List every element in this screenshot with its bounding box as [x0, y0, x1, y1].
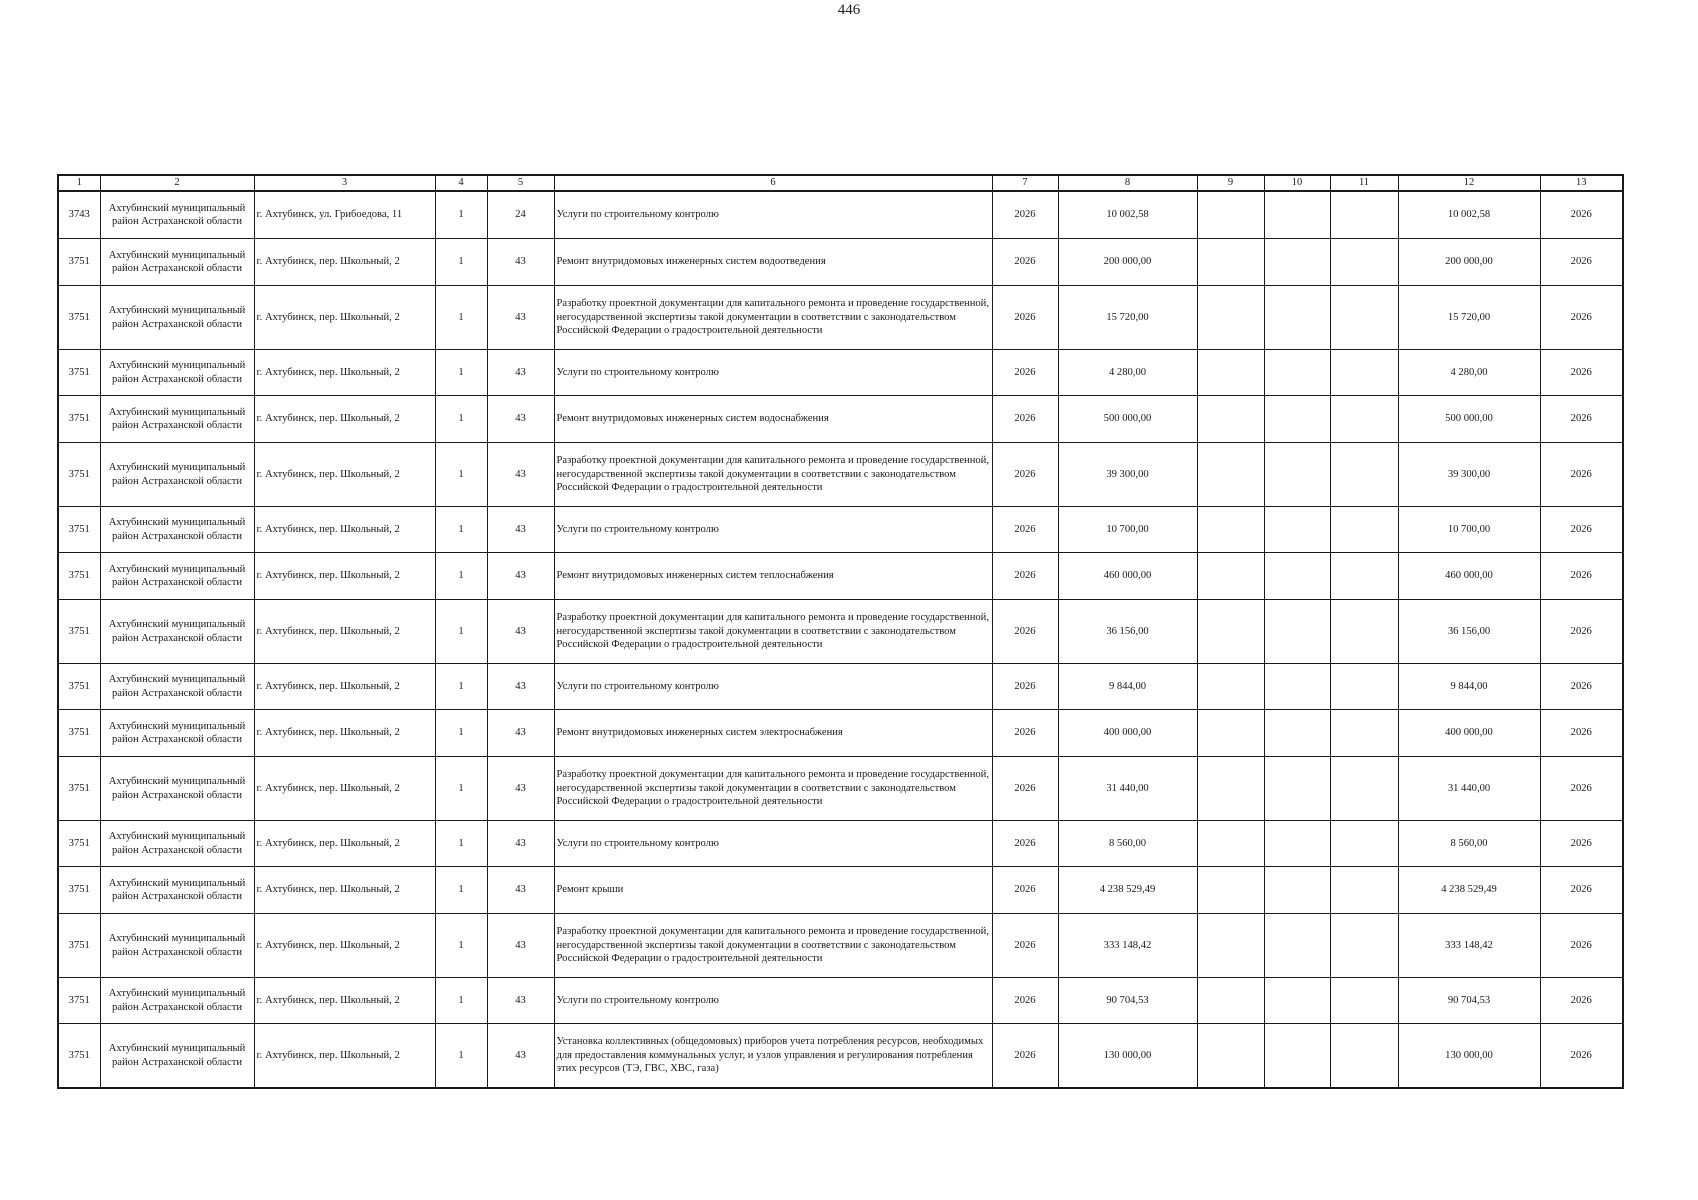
cell-col11 [1330, 710, 1398, 757]
cell-total: 36 156,00 [1398, 600, 1540, 664]
cell-id: 3751 [58, 821, 100, 867]
cell-work-type: Разработку проектной документации для капитального ремонта и проведение государственной, негосударственной экспертизы такой документации в соответствии с законодательством Российской Федерации о градостроительной деятельности [554, 443, 992, 507]
cell-address: г. Ахтубинск, пер. Школьный, 2 [254, 867, 435, 914]
cell-total: 31 440,00 [1398, 757, 1540, 821]
cell-col9 [1197, 239, 1264, 286]
cell-year: 2026 [992, 914, 1058, 978]
cell-col9 [1197, 191, 1264, 239]
header-row [58, 175, 1623, 191]
cell-amount: 36 156,00 [1058, 600, 1197, 664]
cell-col11 [1330, 821, 1398, 867]
cell-id: 3751 [58, 914, 100, 978]
cell-id: 3751 [58, 710, 100, 757]
cell-col10 [1264, 286, 1330, 350]
cell-col10 [1264, 757, 1330, 821]
cell-id: 3751 [58, 867, 100, 914]
cell-total: 15 720,00 [1398, 286, 1540, 350]
column-header: 6 [554, 175, 992, 191]
cell-year-end: 2026 [1540, 757, 1623, 821]
cell-id: 3743 [58, 191, 100, 239]
cell-col11 [1330, 978, 1398, 1024]
cell-col4: 1 [435, 867, 487, 914]
cell-year-end: 2026 [1540, 239, 1623, 286]
cell-year-end: 2026 [1540, 821, 1623, 867]
table-row [58, 286, 1623, 350]
cell-work-type: Разработку проектной документации для капитального ремонта и проведение государственной, негосударственной экспертизы такой документации в соответствии с законодательством Российской Федерации о градостроительной деятельности [554, 286, 992, 350]
cell-work-type: Ремонт внутридомовых инженерных систем водоснабжения [554, 396, 992, 443]
cell-col4: 1 [435, 191, 487, 239]
column-header: 4 [435, 175, 487, 191]
cell-col10 [1264, 191, 1330, 239]
cell-address: г. Ахтубинск, пер. Школьный, 2 [254, 821, 435, 867]
table-row [58, 821, 1623, 867]
cell-col10 [1264, 710, 1330, 757]
cell-work-type: Разработку проектной документации для капитального ремонта и проведение государственной, негосударственной экспертизы такой документации в соответствии с законодательством Российской Федерации о градостроительной деятельности [554, 914, 992, 978]
cell-year: 2026 [992, 191, 1058, 239]
cell-col10 [1264, 239, 1330, 286]
cell-municipality: Ахтубинский муниципальный район Астраханской области [100, 1024, 254, 1089]
column-header: 1 [58, 175, 100, 191]
cell-work-type: Услуги по строительному контролю [554, 350, 992, 396]
cell-col9 [1197, 396, 1264, 443]
table-row [58, 600, 1623, 664]
cell-municipality: Ахтубинский муниципальный район Астраханской области [100, 239, 254, 286]
cell-municipality: Ахтубинский муниципальный район Астраханской области [100, 757, 254, 821]
cell-total: 9 844,00 [1398, 664, 1540, 710]
cell-total: 10 700,00 [1398, 507, 1540, 553]
column-header: 9 [1197, 175, 1264, 191]
cell-amount: 4 238 529,49 [1058, 867, 1197, 914]
cell-id: 3751 [58, 664, 100, 710]
cell-id: 3751 [58, 239, 100, 286]
cell-col5: 43 [487, 286, 554, 350]
cell-col5: 43 [487, 553, 554, 600]
cell-address: г. Ахтубинск, пер. Школьный, 2 [254, 978, 435, 1024]
cell-municipality: Ахтубинский муниципальный район Астраханской области [100, 553, 254, 600]
cell-col9 [1197, 553, 1264, 600]
cell-year: 2026 [992, 396, 1058, 443]
cell-col9 [1197, 600, 1264, 664]
cell-col4: 1 [435, 350, 487, 396]
cell-address: г. Ахтубинск, пер. Школьный, 2 [254, 664, 435, 710]
cell-address: г. Ахтубинск, пер. Школьный, 2 [254, 443, 435, 507]
column-header: 11 [1330, 175, 1398, 191]
cell-work-type: Услуги по строительному контролю [554, 507, 992, 553]
cell-id: 3751 [58, 350, 100, 396]
cell-col9 [1197, 821, 1264, 867]
table-body [58, 191, 1623, 1088]
cell-total: 400 000,00 [1398, 710, 1540, 757]
cell-col4: 1 [435, 286, 487, 350]
cell-total: 90 704,53 [1398, 978, 1540, 1024]
cell-address: г. Ахтубинск, пер. Школьный, 2 [254, 350, 435, 396]
cell-municipality: Ахтубинский муниципальный район Астраханской области [100, 867, 254, 914]
cell-col10 [1264, 821, 1330, 867]
cell-work-type: Установка коллективных (общедомовых) приборов учета потребления ресурсов, необходимых для предоставления коммунальных услуг, и узлов управления и регулирования потребления этих ресурсов (ТЭ, ГВС, ХВС, газа) [554, 1024, 992, 1089]
cell-amount: 10 002,58 [1058, 191, 1197, 239]
cell-col10 [1264, 396, 1330, 443]
cell-year: 2026 [992, 867, 1058, 914]
cell-work-type: Услуги по строительному контролю [554, 664, 992, 710]
cell-id: 3751 [58, 1024, 100, 1089]
cell-col11 [1330, 1024, 1398, 1089]
cell-year-end: 2026 [1540, 553, 1623, 600]
cell-col5: 43 [487, 978, 554, 1024]
cell-work-type: Услуги по строительному контролю [554, 191, 992, 239]
cell-col9 [1197, 664, 1264, 710]
cell-col5: 43 [487, 664, 554, 710]
column-header: 13 [1540, 175, 1623, 191]
cell-col5: 43 [487, 914, 554, 978]
cell-amount: 460 000,00 [1058, 553, 1197, 600]
cell-total: 200 000,00 [1398, 239, 1540, 286]
cell-total: 130 000,00 [1398, 1024, 1540, 1089]
table-row [58, 507, 1623, 553]
cell-year-end: 2026 [1540, 286, 1623, 350]
table-row [58, 978, 1623, 1024]
cell-year: 2026 [992, 286, 1058, 350]
cell-amount: 500 000,00 [1058, 396, 1197, 443]
cell-address: г. Ахтубинск, пер. Школьный, 2 [254, 914, 435, 978]
cell-amount: 15 720,00 [1058, 286, 1197, 350]
cell-amount: 333 148,42 [1058, 914, 1197, 978]
cell-address: г. Ахтубинск, пер. Школьный, 2 [254, 1024, 435, 1089]
cell-work-type: Разработку проектной документации для капитального ремонта и проведение государственной, негосударственной экспертизы такой документации в соответствии с законодательством Российской Федерации о градостроительной деятельности [554, 757, 992, 821]
table-row [58, 553, 1623, 600]
cell-col4: 1 [435, 821, 487, 867]
cell-year-end: 2026 [1540, 664, 1623, 710]
cell-col5: 43 [487, 867, 554, 914]
cell-col9 [1197, 507, 1264, 553]
table-row [58, 1024, 1623, 1089]
cell-id: 3751 [58, 286, 100, 350]
cell-municipality: Ахтубинский муниципальный район Астраханской области [100, 978, 254, 1024]
column-header: 2 [100, 175, 254, 191]
cell-work-type: Ремонт крыши [554, 867, 992, 914]
cell-address: г. Ахтубинск, пер. Школьный, 2 [254, 507, 435, 553]
cell-address: г. Ахтубинск, пер. Школьный, 2 [254, 710, 435, 757]
cell-address: г. Ахтубинск, пер. Школьный, 2 [254, 553, 435, 600]
cell-col9 [1197, 1024, 1264, 1089]
cell-amount: 90 704,53 [1058, 978, 1197, 1024]
cell-col10 [1264, 553, 1330, 600]
cell-col4: 1 [435, 757, 487, 821]
page-number: 446 [837, 2, 861, 18]
cell-year-end: 2026 [1540, 350, 1623, 396]
cell-id: 3751 [58, 507, 100, 553]
cell-municipality: Ахтубинский муниципальный район Астраханской области [100, 507, 254, 553]
cell-year: 2026 [992, 600, 1058, 664]
cell-municipality: Ахтубинский муниципальный район Астраханской области [100, 286, 254, 350]
cell-year-end: 2026 [1540, 443, 1623, 507]
column-header: 10 [1264, 175, 1330, 191]
cell-address: г. Ахтубинск, ул. Грибоедова, 11 [254, 191, 435, 239]
column-header: 7 [992, 175, 1058, 191]
cell-municipality: Ахтубинский муниципальный район Астраханской области [100, 191, 254, 239]
cell-col11 [1330, 443, 1398, 507]
cell-work-type: Услуги по строительному контролю [554, 978, 992, 1024]
cell-col10 [1264, 507, 1330, 553]
cell-amount: 8 560,00 [1058, 821, 1197, 867]
cell-col5: 43 [487, 239, 554, 286]
cell-address: г. Ахтубинск, пер. Школьный, 2 [254, 396, 435, 443]
cell-amount: 400 000,00 [1058, 710, 1197, 757]
cell-col10 [1264, 350, 1330, 396]
cell-col10 [1264, 664, 1330, 710]
table-row [58, 396, 1623, 443]
cell-year-end: 2026 [1540, 710, 1623, 757]
cell-amount: 200 000,00 [1058, 239, 1197, 286]
cell-year: 2026 [992, 757, 1058, 821]
cell-col10 [1264, 914, 1330, 978]
cell-col11 [1330, 507, 1398, 553]
cell-total: 4 280,00 [1398, 350, 1540, 396]
table-row [58, 914, 1623, 978]
table-row [58, 867, 1623, 914]
cell-col5: 43 [487, 1024, 554, 1089]
cell-col5: 43 [487, 710, 554, 757]
cell-amount: 10 700,00 [1058, 507, 1197, 553]
cell-col11 [1330, 239, 1398, 286]
cell-col9 [1197, 757, 1264, 821]
cell-year-end: 2026 [1540, 914, 1623, 978]
cell-id: 3751 [58, 978, 100, 1024]
cell-col11 [1330, 350, 1398, 396]
cell-col11 [1330, 757, 1398, 821]
cell-municipality: Ахтубинский муниципальный район Астраханской области [100, 914, 254, 978]
cell-id: 3751 [58, 443, 100, 507]
cell-address: г. Ахтубинск, пер. Школьный, 2 [254, 286, 435, 350]
cell-col10 [1264, 867, 1330, 914]
column-header: 3 [254, 175, 435, 191]
cell-total: 39 300,00 [1398, 443, 1540, 507]
cell-year-end: 2026 [1540, 867, 1623, 914]
cell-col5: 43 [487, 507, 554, 553]
table-row [58, 191, 1623, 239]
column-header: 5 [487, 175, 554, 191]
cell-work-type: Разработку проектной документации для капитального ремонта и проведение государственной, негосударственной экспертизы такой документации в соответствии с законодательством Российской Федерации о градостроительной деятельности [554, 600, 992, 664]
cell-amount: 130 000,00 [1058, 1024, 1197, 1089]
cell-col11 [1330, 191, 1398, 239]
cell-col4: 1 [435, 239, 487, 286]
cell-amount: 9 844,00 [1058, 664, 1197, 710]
cell-year: 2026 [992, 239, 1058, 286]
cell-municipality: Ахтубинский муниципальный район Астраханской области [100, 664, 254, 710]
cell-col4: 1 [435, 507, 487, 553]
cell-col4: 1 [435, 553, 487, 600]
cell-col5: 24 [487, 191, 554, 239]
cell-work-type: Ремонт внутридомовых инженерных систем водоотведения [554, 239, 992, 286]
cell-total: 8 560,00 [1398, 821, 1540, 867]
cell-col4: 1 [435, 600, 487, 664]
cell-col4: 1 [435, 978, 487, 1024]
cell-year: 2026 [992, 350, 1058, 396]
cell-col11 [1330, 664, 1398, 710]
cell-total: 333 148,42 [1398, 914, 1540, 978]
cell-municipality: Ахтубинский муниципальный район Астраханской области [100, 710, 254, 757]
cell-year: 2026 [992, 664, 1058, 710]
cell-id: 3751 [58, 600, 100, 664]
table-row [58, 757, 1623, 821]
cell-col11 [1330, 867, 1398, 914]
cell-col4: 1 [435, 1024, 487, 1089]
data-table [57, 174, 1624, 1089]
cell-col4: 1 [435, 710, 487, 757]
cell-amount: 4 280,00 [1058, 350, 1197, 396]
cell-year-end: 2026 [1540, 507, 1623, 553]
table-row [58, 664, 1623, 710]
cell-address: г. Ахтубинск, пер. Школьный, 2 [254, 757, 435, 821]
cell-total: 4 238 529,49 [1398, 867, 1540, 914]
cell-year-end: 2026 [1540, 191, 1623, 239]
cell-col10 [1264, 1024, 1330, 1089]
cell-id: 3751 [58, 553, 100, 600]
cell-address: г. Ахтубинск, пер. Школьный, 2 [254, 239, 435, 286]
cell-municipality: Ахтубинский муниципальный район Астраханской области [100, 396, 254, 443]
cell-year-end: 2026 [1540, 600, 1623, 664]
cell-col9 [1197, 914, 1264, 978]
cell-work-type: Услуги по строительному контролю [554, 821, 992, 867]
cell-col9 [1197, 443, 1264, 507]
cell-total: 460 000,00 [1398, 553, 1540, 600]
cell-work-type: Ремонт внутридомовых инженерных систем электроснабжения [554, 710, 992, 757]
cell-col5: 43 [487, 396, 554, 443]
cell-municipality: Ахтубинский муниципальный район Астраханской области [100, 821, 254, 867]
cell-col10 [1264, 600, 1330, 664]
cell-year-end: 2026 [1540, 396, 1623, 443]
cell-col4: 1 [435, 396, 487, 443]
cell-col5: 43 [487, 350, 554, 396]
cell-col11 [1330, 553, 1398, 600]
cell-year: 2026 [992, 507, 1058, 553]
cell-municipality: Ахтубинский муниципальный район Астраханской области [100, 443, 254, 507]
cell-col5: 43 [487, 600, 554, 664]
cell-col10 [1264, 978, 1330, 1024]
cell-year: 2026 [992, 1024, 1058, 1089]
cell-municipality: Ахтубинский муниципальный район Астраханской области [100, 600, 254, 664]
cell-col5: 43 [487, 821, 554, 867]
table-row [58, 350, 1623, 396]
cell-total: 10 002,58 [1398, 191, 1540, 239]
cell-col11 [1330, 286, 1398, 350]
cell-year: 2026 [992, 710, 1058, 757]
cell-col11 [1330, 396, 1398, 443]
cell-col10 [1264, 443, 1330, 507]
cell-col11 [1330, 914, 1398, 978]
cell-col9 [1197, 867, 1264, 914]
cell-year: 2026 [992, 821, 1058, 867]
cell-year: 2026 [992, 978, 1058, 1024]
table-row [58, 443, 1623, 507]
cell-year-end: 2026 [1540, 978, 1623, 1024]
cell-col4: 1 [435, 664, 487, 710]
cell-year: 2026 [992, 443, 1058, 507]
cell-col5: 43 [487, 757, 554, 821]
table-row [58, 239, 1623, 286]
cell-amount: 31 440,00 [1058, 757, 1197, 821]
cell-total: 500 000,00 [1398, 396, 1540, 443]
cell-col4: 1 [435, 914, 487, 978]
cell-col5: 43 [487, 443, 554, 507]
cell-col9 [1197, 286, 1264, 350]
table-row [58, 710, 1623, 757]
cell-amount: 39 300,00 [1058, 443, 1197, 507]
column-header: 8 [1058, 175, 1197, 191]
cell-id: 3751 [58, 757, 100, 821]
cell-col9 [1197, 978, 1264, 1024]
cell-col9 [1197, 710, 1264, 757]
cell-id: 3751 [58, 396, 100, 443]
cell-year-end: 2026 [1540, 1024, 1623, 1089]
cell-municipality: Ахтубинский муниципальный район Астраханской области [100, 350, 254, 396]
cell-year: 2026 [992, 553, 1058, 600]
cell-col11 [1330, 600, 1398, 664]
cell-work-type: Ремонт внутридомовых инженерных систем теплоснабжения [554, 553, 992, 600]
cell-col4: 1 [435, 443, 487, 507]
cell-col9 [1197, 350, 1264, 396]
cell-address: г. Ахтубинск, пер. Школьный, 2 [254, 600, 435, 664]
column-header: 12 [1398, 175, 1540, 191]
